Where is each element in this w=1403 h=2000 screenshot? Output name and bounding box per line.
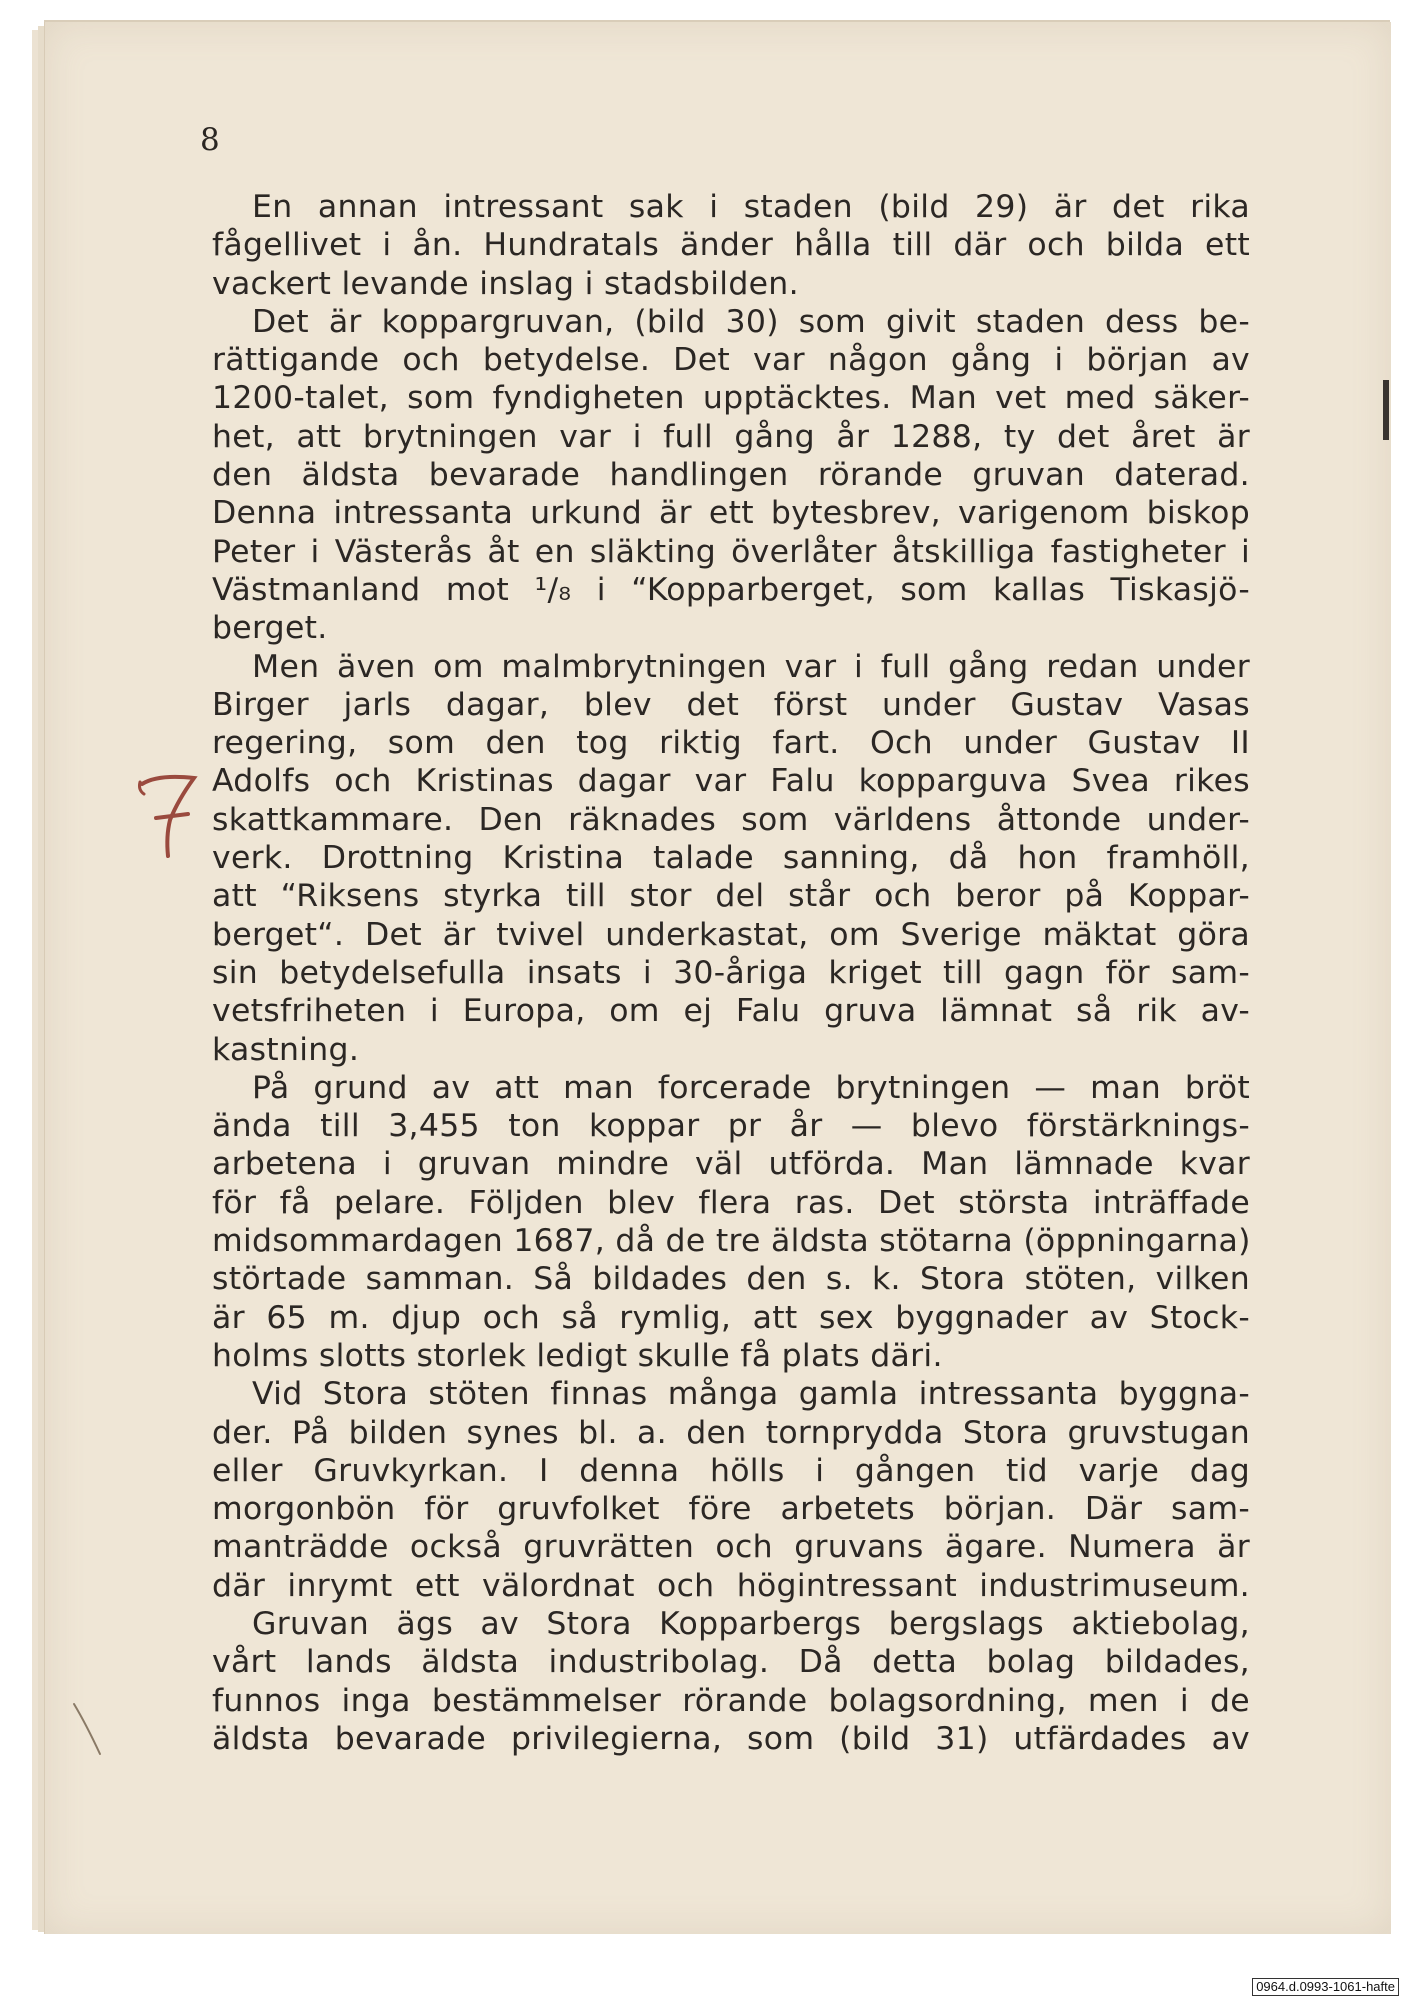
- text-line: ända till 3,455 ton koppar pr år — blevo förstärknings-: [212, 1108, 1250, 1145]
- text-line: vårt lands äldsta industribolag. Då detta bolag bildades,: [212, 1644, 1250, 1681]
- text-line: Adolfs och Kristinas dagar var Falu kopparguva Svea rikes: [212, 763, 1250, 800]
- text-line: den äldsta bevarade handlingen rörande gruvan daterad.: [212, 457, 1250, 494]
- body-text: [212, 188, 1250, 1758]
- text-line: På grund av att man forcerade brytningen — man bröt: [252, 1069, 1250, 1106]
- text-line: holms slotts storlek ledigt skulle få plats däri.: [212, 1337, 943, 1374]
- text-line: Vid Stora stöten finnas många gamla intressanta byggna-: [252, 1376, 1250, 1413]
- text-line: skattkammare. Den räknades som världens åttonde under-: [212, 801, 1250, 838]
- text-line: vetsfriheten i Europa, om ej Falu gruva lämnat så rik av-: [212, 993, 1250, 1030]
- text-line: Peter i Västerås åt en släkting överlåter åtskilliga fastigheter i: [212, 533, 1250, 570]
- text-line: för få pelare. Följden blev flera ras. Det största inträffade: [212, 1184, 1250, 1221]
- handwritten-seven-mark: [136, 770, 206, 860]
- text-line: der. På bilden synes bl. a. den tornprydda Stora gruvstugan: [212, 1414, 1250, 1451]
- text-line: midsommardagen 1687, då de tre äldsta stötarna (öppningarna): [212, 1223, 1251, 1260]
- text-line: funnos inga bestämmelser rörande bolagsordning, men i de: [212, 1682, 1250, 1719]
- text-line: verk. Drottning Kristina talade sanning, då hon framhöll,: [212, 840, 1250, 877]
- pencil-stroke: [70, 1700, 110, 1760]
- text-line: att “Riksens styrka till stor del står och beror på Koppar-: [212, 878, 1250, 915]
- edge-mark: [1383, 380, 1389, 440]
- catalog-label: 0964.d.0993-1061-hafte: [1252, 1978, 1399, 1996]
- text-line: Västmanland mot ¹/₈ i “Kopparberget, som kallas Tiskasjö-: [212, 571, 1250, 608]
- text-line: berget.: [212, 610, 328, 647]
- text-line: sin betydelsefulla insats i 30-åriga kriget till gagn för sam-: [212, 954, 1250, 991]
- text-line: 1200-talet, som fyndigheten upptäcktes. Man vet med säker-: [212, 380, 1250, 417]
- text-line: kastning.: [212, 1031, 360, 1068]
- text-line: Det är koppargruvan, (bild 30) som givit staden dess be-: [252, 303, 1250, 340]
- text-line: Gruvan ägs av Stora Kopparbergs bergslags aktiebolag,: [252, 1605, 1250, 1642]
- text-line: En annan intressant sak i staden (bild 29) är det rika: [252, 189, 1250, 225]
- text-line: berget“. Det är tvivel underkastat, om Sverige mäktat göra: [212, 916, 1250, 953]
- text-line: arbetena i gruvan mindre väl utförda. Man lämnade kvar: [212, 1146, 1250, 1183]
- page-number: 8: [200, 122, 220, 158]
- text-line: är 65 m. djup och så rymlig, att sex byggnader av Stock-: [212, 1299, 1250, 1336]
- text-line: morgonbön för gruvfolket före arbetets början. Där sam-: [212, 1491, 1250, 1528]
- text-line: Men även om malmbrytningen var i full gång redan under: [252, 648, 1250, 685]
- text-line: Denna intressanta urkund är ett bytesbrev, varigenom biskop: [212, 495, 1250, 532]
- text-line: eller Gruvkyrkan. I denna hölls i gången tid varje dag: [212, 1452, 1250, 1489]
- text-line: Birger jarls dagar, blev det först under Gustav Vasas: [212, 686, 1250, 723]
- text-line: äldsta bevarade privilegierna, som (bild 31) utfärdades av: [212, 1720, 1250, 1757]
- text-line: fågellivet i ån. Hundratals änder hålla till där och bilda ett: [212, 227, 1250, 264]
- text-line: regering, som den tog riktig fart. Och under Gustav II: [212, 725, 1250, 762]
- text-line: där inrymt ett välordnat och högintressant industrimuseum.: [212, 1567, 1250, 1604]
- text-line: vackert levande inslag i stadsbilden.: [212, 265, 799, 302]
- text-line: rättigande och betydelse. Det var någon gång i början av: [212, 342, 1250, 379]
- text-line: het, att brytningen var i full gång år 1288, ty det året är: [212, 418, 1250, 455]
- text-line: manträdde också gruvrätten och gruvans ägare. Numera är: [212, 1529, 1250, 1566]
- text-line: störtade samman. Så bildades den s. k. Stora stöten, vilken: [212, 1261, 1250, 1298]
